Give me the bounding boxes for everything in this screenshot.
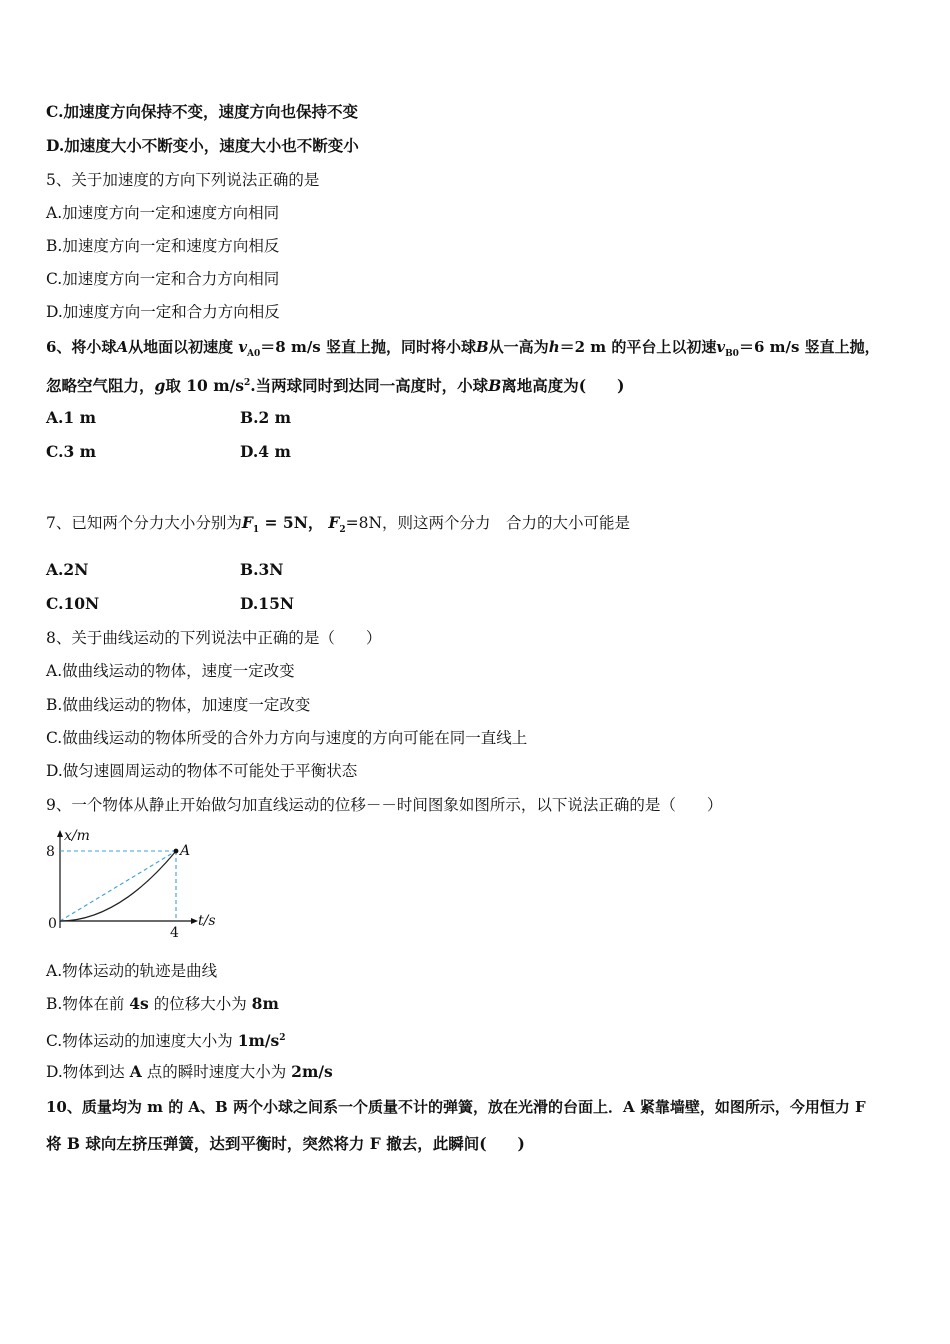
q9-option-d: D.物体到达 A 点的瞬时速度大小为 2m/s xyxy=(46,1062,333,1081)
q7-option-c: C.10N xyxy=(46,594,100,613)
point-a xyxy=(174,849,179,854)
origin-label: 0 xyxy=(48,916,57,932)
q6-option-d: D.4 m xyxy=(240,442,291,461)
q8-option-a: A.做曲线运动的物体，速度一定改变 xyxy=(46,662,295,680)
q9-stem: 9、一个物体从静止开始做匀加直线运动的位移－－时间图象如图所示，以下说法正确的是（ ） xyxy=(46,796,723,814)
q5-option-a: A.加速度方向一定和速度方向相同 xyxy=(46,204,280,222)
q9-option-a: A.物体运动的轨迹是曲线 xyxy=(46,962,218,980)
q8-option-d: D.做匀速圆周运动的物体不可能处于平衡状态 xyxy=(46,762,358,780)
q10-stem-line2: 将 B 球向左挤压弹簧，达到平衡时，突然将力 F 撤去，此瞬间( ) xyxy=(46,1134,525,1153)
y-axis-label: x/m xyxy=(64,828,90,844)
q8-option-b: B.做曲线运动的物体，加速度一定改变 xyxy=(46,696,311,714)
q7-option-d: D.15N xyxy=(240,594,295,613)
x-axis-label: t/s xyxy=(198,913,216,929)
q7-option-a: A.2N xyxy=(46,560,89,579)
y-tick-8: 8 xyxy=(46,844,55,860)
q8-stem: 8、关于曲线运动的下列说法中正确的是（ ） xyxy=(46,629,382,647)
q5-option-d: D.加速度方向一定和合力方向相反 xyxy=(46,303,280,321)
q6-option-b: B.2 m xyxy=(240,408,292,427)
q5-option-b: B.加速度方向一定和速度方向相反 xyxy=(46,237,280,255)
q7-stem: 7、已知两个分力大小分别为$F_1 = 5N$， $F_2=8N$，则这两个分力 合力的大小可能是 xyxy=(46,513,631,536)
q10-stem-line1: 10、质量均为 m 的 A、B 两个小球之间系一个质量不计的弹簧，放在光滑的台面上．A 紧靠墙壁，如图所示，今用恒力 F xyxy=(46,1098,866,1116)
q6-stem-line1: 6、将小球A从地面以初速度 $v_{A0}=8$ m/s 竖直上抛，同时将小球B从一高为h＝2 m 的平台上以初速$v_{B0}=6$ m/s 竖直上抛， xyxy=(46,338,880,359)
q7-option-b: B.3N xyxy=(240,560,284,579)
dashed-line-chord xyxy=(60,851,176,921)
q6-option-a: A.1 m xyxy=(46,408,97,427)
x-tick-4: 4 xyxy=(170,925,179,940)
q5-option-c: C.加速度方向一定和合力方向相同 xyxy=(46,270,280,288)
q4-option-d: D.加速度大小不断变小，速度大小也不断变小 xyxy=(46,136,359,155)
y-axis-arrow xyxy=(57,830,63,837)
q8-option-c: C.做曲线运动的物体所受的合外力方向与速度的方向可能在同一直线上 xyxy=(46,729,528,747)
q4-option-c: C.加速度方向保持不变，速度方向也保持不变 xyxy=(46,102,358,121)
xt-graph xyxy=(44,824,224,940)
q9-option-b: B.物体在前 4s 的位移大小为 8m xyxy=(46,994,279,1013)
q5-stem: 5、关于加速度的方向下列说法正确的是 xyxy=(46,171,320,189)
q6-option-c: C.3 m xyxy=(46,442,97,461)
q6-stem-line2: 忽略空气阻力，g取 10 $m/s^2$.当两球同时到达同一高度时，小球B离地高度为( ) xyxy=(46,376,625,396)
point-a-label: A xyxy=(180,843,191,859)
q9-option-c: C.物体运动的加速度大小为 $1m/s^2$ xyxy=(46,1031,286,1051)
x-axis-arrow xyxy=(191,918,198,924)
